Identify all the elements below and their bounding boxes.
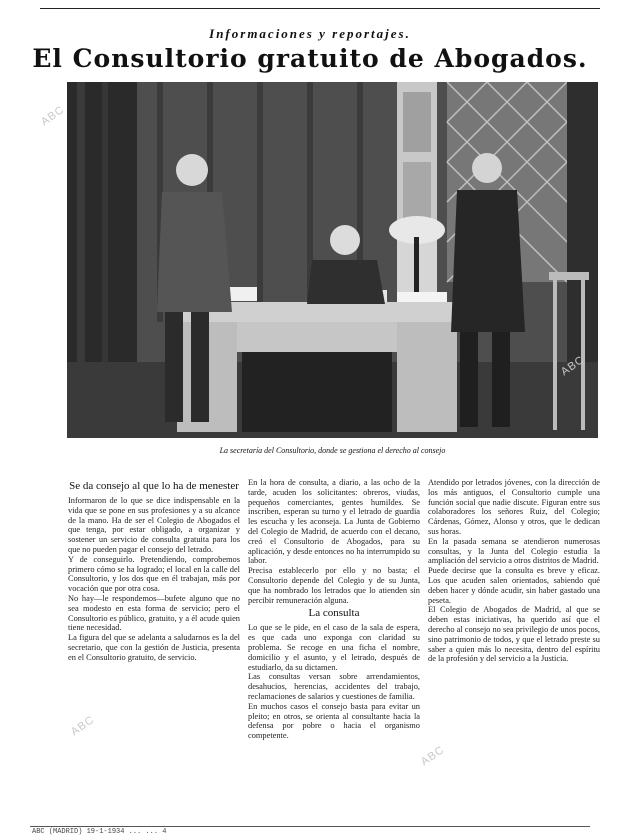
column-2-paragraph: Precisa establecerlo por ello y no basta; el Consultorio depende del Colegio y de su Junta, que ha nombrado los letrados que lo atienden sin percibir remuneración alguna. xyxy=(248,566,420,605)
column-1-paragraph: La figura del que se adelanta a saludarnos es la del secretario, que con la gestión de Justicia, presenta en el Consultorio gratuito, de servicio. xyxy=(68,633,240,662)
column-1-subhead: Se da consejo al que lo ha de menester xyxy=(69,480,239,492)
column-2-paragraph: Las consultas versan sobre arrendamientos, desahucios, herencias, accidentes del trabajo, reclamaciones de salarios y cuestiones de familia. xyxy=(248,672,420,701)
watermark-text: ABC xyxy=(418,743,447,769)
top-rule xyxy=(40,8,600,9)
footer-text: ABC (MADRID) 19-1-1934 ... ... 4 xyxy=(32,828,167,836)
photo-caption: La secretaría del Consultorio, donde se gestiona el derecho al consejo xyxy=(219,446,446,455)
column-2-paragraph: En muchos casos el consejo basta para evitar un pleito; en otros, se orienta al consultante hacia la defensa por pobre o hacia el organismo competente. xyxy=(248,701,420,741)
article-headline: El Consultorio gratuito de Abogados. xyxy=(32,44,588,73)
footer-rule xyxy=(30,826,590,827)
column-1-paragraph: Informaron de lo que se dice indispensable en la vida que se pone en sus profesiones y a su alcance de la mano. Ha de ser el Colegio de Abogados el que tenga, por estar obligado, a organizar y sostener un servicio de consulta gratuita para los que no pueden pagar el consejo del letrado. xyxy=(68,496,240,554)
column-2-paragraph: Lo que se le pide, en el caso de la sala de espera, es que cada uno exponga con claridad su problema. Se recoge en una ficha el nombre, domicilio y el asunto, y el letrado, después de estudiarlo, da su dictamen. xyxy=(248,623,420,672)
watermark-text: ABC xyxy=(38,103,67,129)
column-2 xyxy=(248,478,420,741)
column-3-paragraph: El Colegio de Abogados de Madrid, al que se deben estas iniciativas, ha querido así que el derecho al consejo no sea privilegio de unos pocos, sino patrimonio de todos, y que el letrado preste su saber a quien más lo necesita, dentro del espíritu de la profesión y del servicio a la Justicia. xyxy=(428,605,600,664)
column-2-subhead: La consulta xyxy=(308,607,360,620)
watermark-text: ABC xyxy=(68,713,97,739)
section-kicker: Informaciones y reportajes. xyxy=(209,26,411,41)
column-1-paragraph: Y de conseguirlo. Pretendiendo, comprobemos primero cómo se ha logrado; el local en la calle del Consultorio, y los dos que en él trabajan, más por vocación que por otra cosa. xyxy=(68,554,240,594)
column-1-paragraph: No hay—le respondemos—bufete alguno que no sea modesto en esta forma de servicio; pero el Consultorio es público, gratuito, y a él acude quien tiene necesidad. xyxy=(68,593,240,633)
column-1 xyxy=(68,478,240,663)
column-3-paragraph: Atendido por letrados jóvenes, con la dirección de los más antiguos, el Consultorio cumple una función social que nadie discute. Figuran entre sus colaboradores los señores Ruiz, del Colegio; Cárdenas, Gómez, Alonso y otros, que le dedican sus horas. xyxy=(428,478,600,536)
article-photo xyxy=(67,82,598,438)
column-2-paragraph: En la hora de consulta, a diario, a las ocho de la tarde, acuden los solicitantes: obreros, viudas, pequeños comerciantes, gentes humildes. Se inscriben, esperan su turno y el letrado de guardia les escucha y les aconseja. La Junta de Gobierno del Colegio de Madrid, de acuerdo con el decano, creó el Consultorio de Abogados, para su aplicación, y desde entonces no ha interrumpido su labor. xyxy=(248,478,420,566)
column-3 xyxy=(428,478,600,664)
column-3-paragraph: Puede decirse que la consulta es breve y eficaz. Los que acuden salen orientados, sabiendo qué deben hacer y dónde acudir, sin haber gastado una peseta. xyxy=(428,566,600,605)
column-3-paragraph: En la pasada semana se atendieron numerosas consultas, y la Junta del Colegio estudia la ampliación del servicio a otros distritos de Madrid. xyxy=(428,536,600,566)
watermark-text: ABC xyxy=(558,353,587,379)
